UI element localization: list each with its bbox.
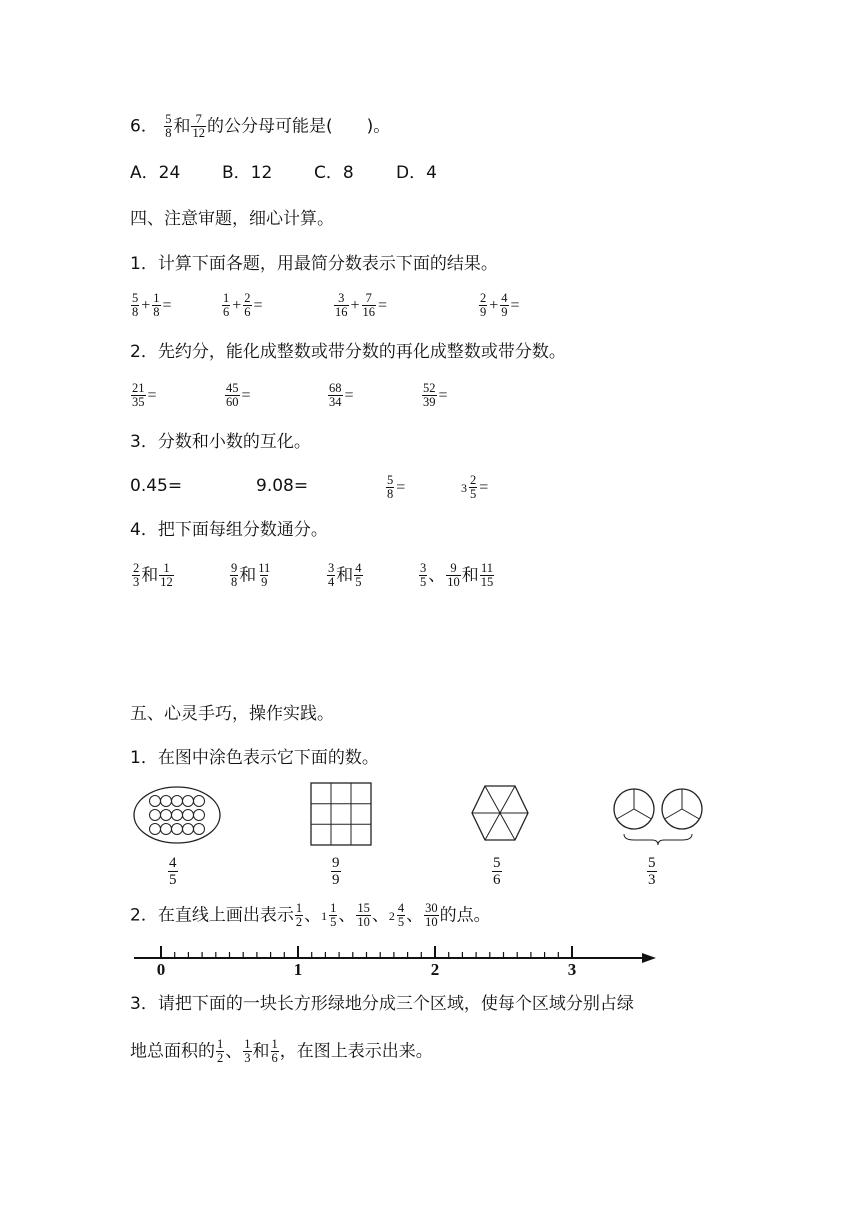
question-5-2-title: 2．在直线上画出表示 $\frac{1}{2}$ 、1 $\frac{1}{5}$ 、 $\frac{15}{10}$ 、2 $\frac{4}{5}$ 、 $\frac{30}{10}$ 的点。 [130, 901, 491, 929]
question-4-2-title: 2．先约分，能化成整数或带分数的再化成整数或带分数。 [130, 342, 566, 362]
fraction: $\frac{5}{8}$ [165, 112, 172, 140]
small-circle [150, 796, 161, 807]
option-b[interactable]: B．12 [222, 163, 273, 183]
small-circle [150, 824, 161, 835]
two-circles-figure[interactable] [612, 786, 706, 846]
expression: $\frac{21}{35}$ = [132, 381, 157, 409]
question-4-4-title: 4．把下面每组分数通分。 [130, 520, 328, 540]
expression: $\frac{5}{8}$ = [387, 473, 406, 501]
question-6: 6． $\frac{5}{8}$ 和 $\frac{7}{12}$ 的公分母可能是( )。 [130, 112, 391, 140]
question-5-3-line2: 地总面积的 $\frac{1}{2}$ 、 $\frac{1}{3}$ 和 $\frac{1}{6}$ ，在图上表示出来。 [130, 1037, 433, 1065]
expression: $\frac{1}{6}$ + $\frac{2}{6}$ = [223, 291, 263, 319]
question-4-1-title: 1．计算下面各题，用最简分数表示下面的结果。 [130, 254, 498, 274]
decimal-expression: 0.45= [130, 476, 183, 496]
figure-label: $\frac{4}{5}$ [169, 855, 177, 888]
expression: $\frac{68}{34}$ = [329, 381, 354, 409]
expression: $\frac{45}{60}$ = [226, 381, 251, 409]
decimal-expression: 9.08= [256, 476, 309, 496]
expression: 3 $\frac{2}{5}$ = [461, 473, 489, 501]
expression: $\frac{5}{8}$ + $\frac{1}{8}$ = [132, 291, 172, 319]
fraction-group: $\frac{3}{4}$ 和 $\frac{4}{5}$ [328, 561, 362, 589]
section-4-title: 四、注意审题，细心计算。 [130, 209, 334, 229]
question-5-3-line1: 3．请把下面的一块长方形绿地分成三个区域，使每个区域分别占绿 [130, 994, 634, 1014]
fraction-group: $\frac{9}{8}$ 和 $\frac{11}{9}$ [231, 561, 271, 589]
ellipse-circles-figure[interactable] [132, 785, 222, 845]
axis-label: 0 [156, 960, 166, 978]
figure-label: $\frac{5}{6}$ [493, 855, 501, 888]
hexagon-figure[interactable] [470, 784, 530, 842]
small-circle [172, 796, 183, 807]
axis-label: 3 [567, 960, 577, 978]
question-number: 6． [130, 116, 158, 137]
small-circle [194, 824, 205, 835]
arrow-head-icon [642, 953, 656, 963]
figure-label: $\frac{5}{3}$ [648, 855, 656, 888]
small-circle [183, 796, 194, 807]
connector-text: 和 [173, 116, 191, 137]
small-circle [172, 824, 183, 835]
small-circle [172, 810, 183, 821]
question-4-3-title: 3．分数和小数的互化。 [130, 432, 311, 452]
small-circle [183, 810, 194, 821]
small-circle [161, 824, 172, 835]
option-a[interactable]: A．24 [130, 163, 181, 183]
option-d[interactable]: D．4 [396, 163, 437, 183]
expression: $\frac{2}{9}$ + $\frac{4}{9}$ = [480, 291, 520, 319]
axis-label: 1 [293, 960, 303, 978]
fraction: $\frac{7}{12}$ [192, 112, 205, 140]
number-line[interactable] [130, 942, 660, 978]
section-5-title: 五、心灵手巧，操作实践。 [130, 704, 334, 724]
axis-label: 2 [430, 960, 440, 978]
figure-label: $\frac{9}{9}$ [332, 855, 340, 888]
expression: $\frac{3}{16}$ + $\frac{7}{16}$ = [335, 291, 388, 319]
fraction-group: $\frac{3}{5}$ 、 $\frac{9}{10}$ 和 $\frac{11}{15}$ [420, 561, 494, 589]
small-circle [183, 824, 194, 835]
small-circle [161, 810, 172, 821]
option-c[interactable]: C．8 [314, 163, 354, 183]
small-circle [194, 810, 205, 821]
small-circle [161, 796, 172, 807]
small-circle [150, 810, 161, 821]
question-5-1-title: 1．在图中涂色表示它下面的数。 [130, 748, 379, 768]
small-circle [194, 796, 205, 807]
expression: $\frac{52}{39}$ = [423, 381, 448, 409]
fraction-group: $\frac{2}{3}$ 和 $\frac{1}{12}$ [133, 561, 173, 589]
question-text: 的公分母可能是( [206, 116, 333, 137]
grid-figure[interactable] [310, 782, 372, 846]
